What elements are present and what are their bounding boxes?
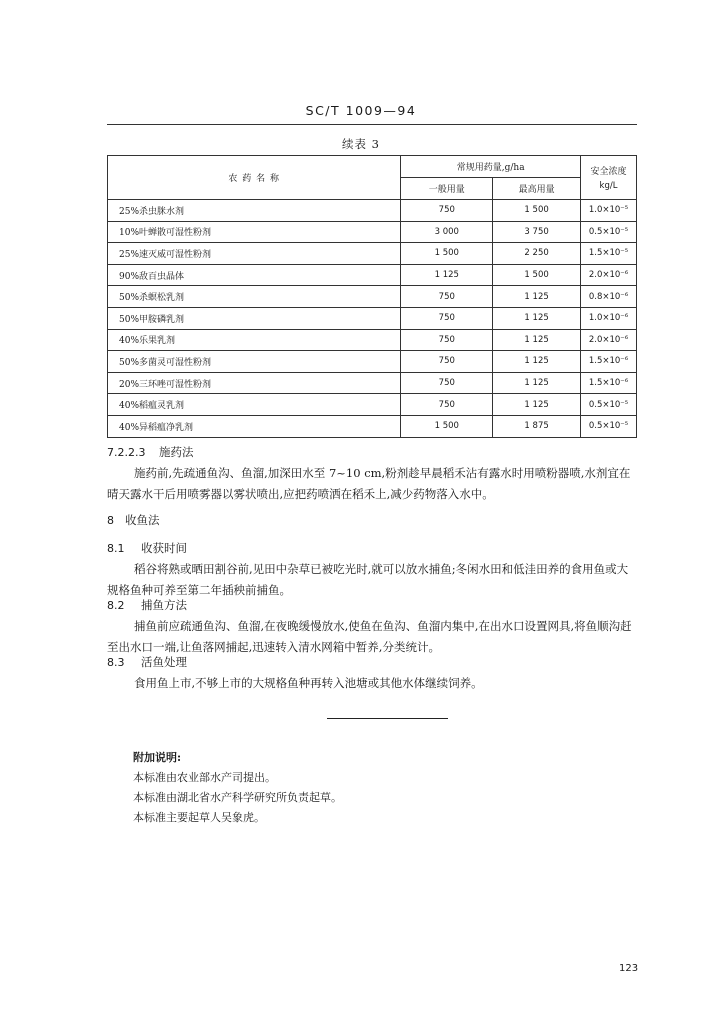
max-dosage: 2 250 [493,243,581,265]
section-title: 活鱼处理 [141,655,187,669]
safety-concentration: 1.5×10⁻⁶ [581,372,637,394]
safety-concentration: 0.8×10⁻⁶ [581,286,637,308]
pesticide-name: 40%稻瘟灵乳剂 [108,394,401,416]
safety-concentration: 2.0×10⁻⁶ [581,264,637,286]
section-number: 7.2.2.3 [107,446,146,459]
table-row [108,415,637,437]
general-dosage: 750 [401,372,493,394]
section-8 [107,510,637,531]
table-row [108,200,637,222]
additional-notes [133,748,342,828]
table-row [108,221,637,243]
max-dosage: 1 500 [493,200,581,222]
safety-concentration: 0.5×10⁻⁵ [581,415,637,437]
pesticide-name: 20%三环唑可湿性粉剂 [108,372,401,394]
pesticide-name: 50%杀螟松乳剂 [108,286,401,308]
notes-line: 本标准由湖北省水产科学研究所负责起草。 [133,791,342,804]
max-dosage: 1 125 [493,394,581,416]
section-number: 8.1 [107,542,125,555]
section-number: 8.3 [107,656,125,669]
header-rule [107,124,637,125]
safety-concentration: 1.5×10⁻⁶ [581,351,637,373]
general-dosage: 750 [401,307,493,329]
table-row [108,307,637,329]
general-dosage: 750 [401,286,493,308]
table-row [108,351,637,373]
table-row [108,286,637,308]
max-dosage: 3 750 [493,221,581,243]
safety-concentration: 1.5×10⁻⁵ [581,243,637,265]
section-number: 8 [107,514,114,527]
notes-line: 本标准主要起草人吴象虎。 [133,811,265,824]
pesticide-name: 90%敌百虫晶体 [108,264,401,286]
section-paragraph: 捕鱼前应疏通鱼沟、鱼溜,在夜晚缓慢放水,使鱼在鱼沟、鱼溜内集中,在出水口设置网具,将鱼顺沟赶至出水口一端,让鱼落网捕起,迅速转入清水网箱中暂养,分类统计。 [107,619,632,654]
max-dosage: 1 125 [493,307,581,329]
section-title: 收鱼法 [125,513,160,527]
general-dosage: 3 000 [401,221,493,243]
general-dosage: 1 500 [401,243,493,265]
pesticide-table [107,155,637,438]
header-dosage-group: 常规用药量,g/ha [401,156,581,178]
section-title: 收获时间 [141,541,187,555]
table-row [108,329,637,351]
section-heading [107,442,637,463]
notes-heading: 附加说明: [133,751,182,764]
section-title: 施药法 [159,445,194,459]
table-row [108,243,637,265]
section-8-2 [107,595,637,658]
section-title: 捕鱼方法 [141,598,187,612]
pesticide-name: 50%多菌灵可湿性粉剂 [108,351,401,373]
end-rule [327,718,448,719]
section-heading [107,510,637,531]
section-heading [107,652,637,673]
section-heading [107,595,637,616]
section-heading [107,538,637,559]
pesticide-name: 25%速灭威可湿性粉剂 [108,243,401,265]
section-paragraph: 食用鱼上市,不够上市的大规格鱼种再转入池塘或其他水体继续饲养。 [134,676,483,690]
section-number: 8.2 [107,599,125,612]
table-row [108,394,637,416]
safety-concentration: 1.0×10⁻⁵ [581,200,637,222]
safety-concentration: 1.0×10⁻⁶ [581,307,637,329]
table-row [108,372,637,394]
section-8-1 [107,538,637,601]
pesticide-name: 40%乐果乳剂 [108,329,401,351]
general-dosage: 750 [401,329,493,351]
table-row [108,264,637,286]
header-pesticide-name: 农 药 名 称 [108,156,401,200]
pesticide-name: 50%甲胺磷乳剂 [108,307,401,329]
table-caption: 续表 3 [342,137,380,151]
max-dosage: 1 125 [493,372,581,394]
safety-concentration: 0.5×10⁻⁵ [581,394,637,416]
safety-concentration: 0.5×10⁻⁵ [581,221,637,243]
max-dosage: 1 875 [493,415,581,437]
general-dosage: 750 [401,351,493,373]
section-8-3 [107,652,637,694]
general-dosage: 750 [401,200,493,222]
general-dosage: 750 [401,394,493,416]
general-dosage: 1 125 [401,264,493,286]
max-dosage: 1 125 [493,329,581,351]
header-general-dosage: 一般用量 [401,178,493,200]
section-paragraph: 施药前,先疏通鱼沟、鱼溜,加深田水至 7~10 cm,粉剂趁早晨稻禾沾有露水时用喷粉器喷,水剂宜在晴天露水干后用喷雾器以雾状喷出,应把药喷洒在稻禾上,减少药物落入水中。 [107,466,631,501]
page-number: 123 [619,963,639,974]
max-dosage: 1 125 [493,286,581,308]
section-paragraph: 稻谷将熟或晒田割谷前,见田中杂草已被吃光时,就可以放水捕鱼;冬闲水田和低洼田养的食用鱼或大规格鱼种可养至第二年插秧前捕鱼。 [107,562,629,597]
notes-line: 本标准由农业部水产司提出。 [133,771,276,784]
section-7-2-2-3 [107,442,637,505]
max-dosage: 1 500 [493,264,581,286]
header-max-dosage: 最高用量 [493,178,581,200]
safety-concentration: 2.0×10⁻⁶ [581,329,637,351]
general-dosage: 1 500 [401,415,493,437]
pesticide-name: 25%杀虫脒水剂 [108,200,401,222]
max-dosage: 1 125 [493,351,581,373]
pesticide-name: 10%叶蝉散可湿性粉剂 [108,221,401,243]
pesticide-name: 40%异稻瘟净乳剂 [108,415,401,437]
header-safety-concentration: 安全浓度 kg/L [581,156,637,200]
standard-code: SC/T 1009—94 [305,103,417,118]
